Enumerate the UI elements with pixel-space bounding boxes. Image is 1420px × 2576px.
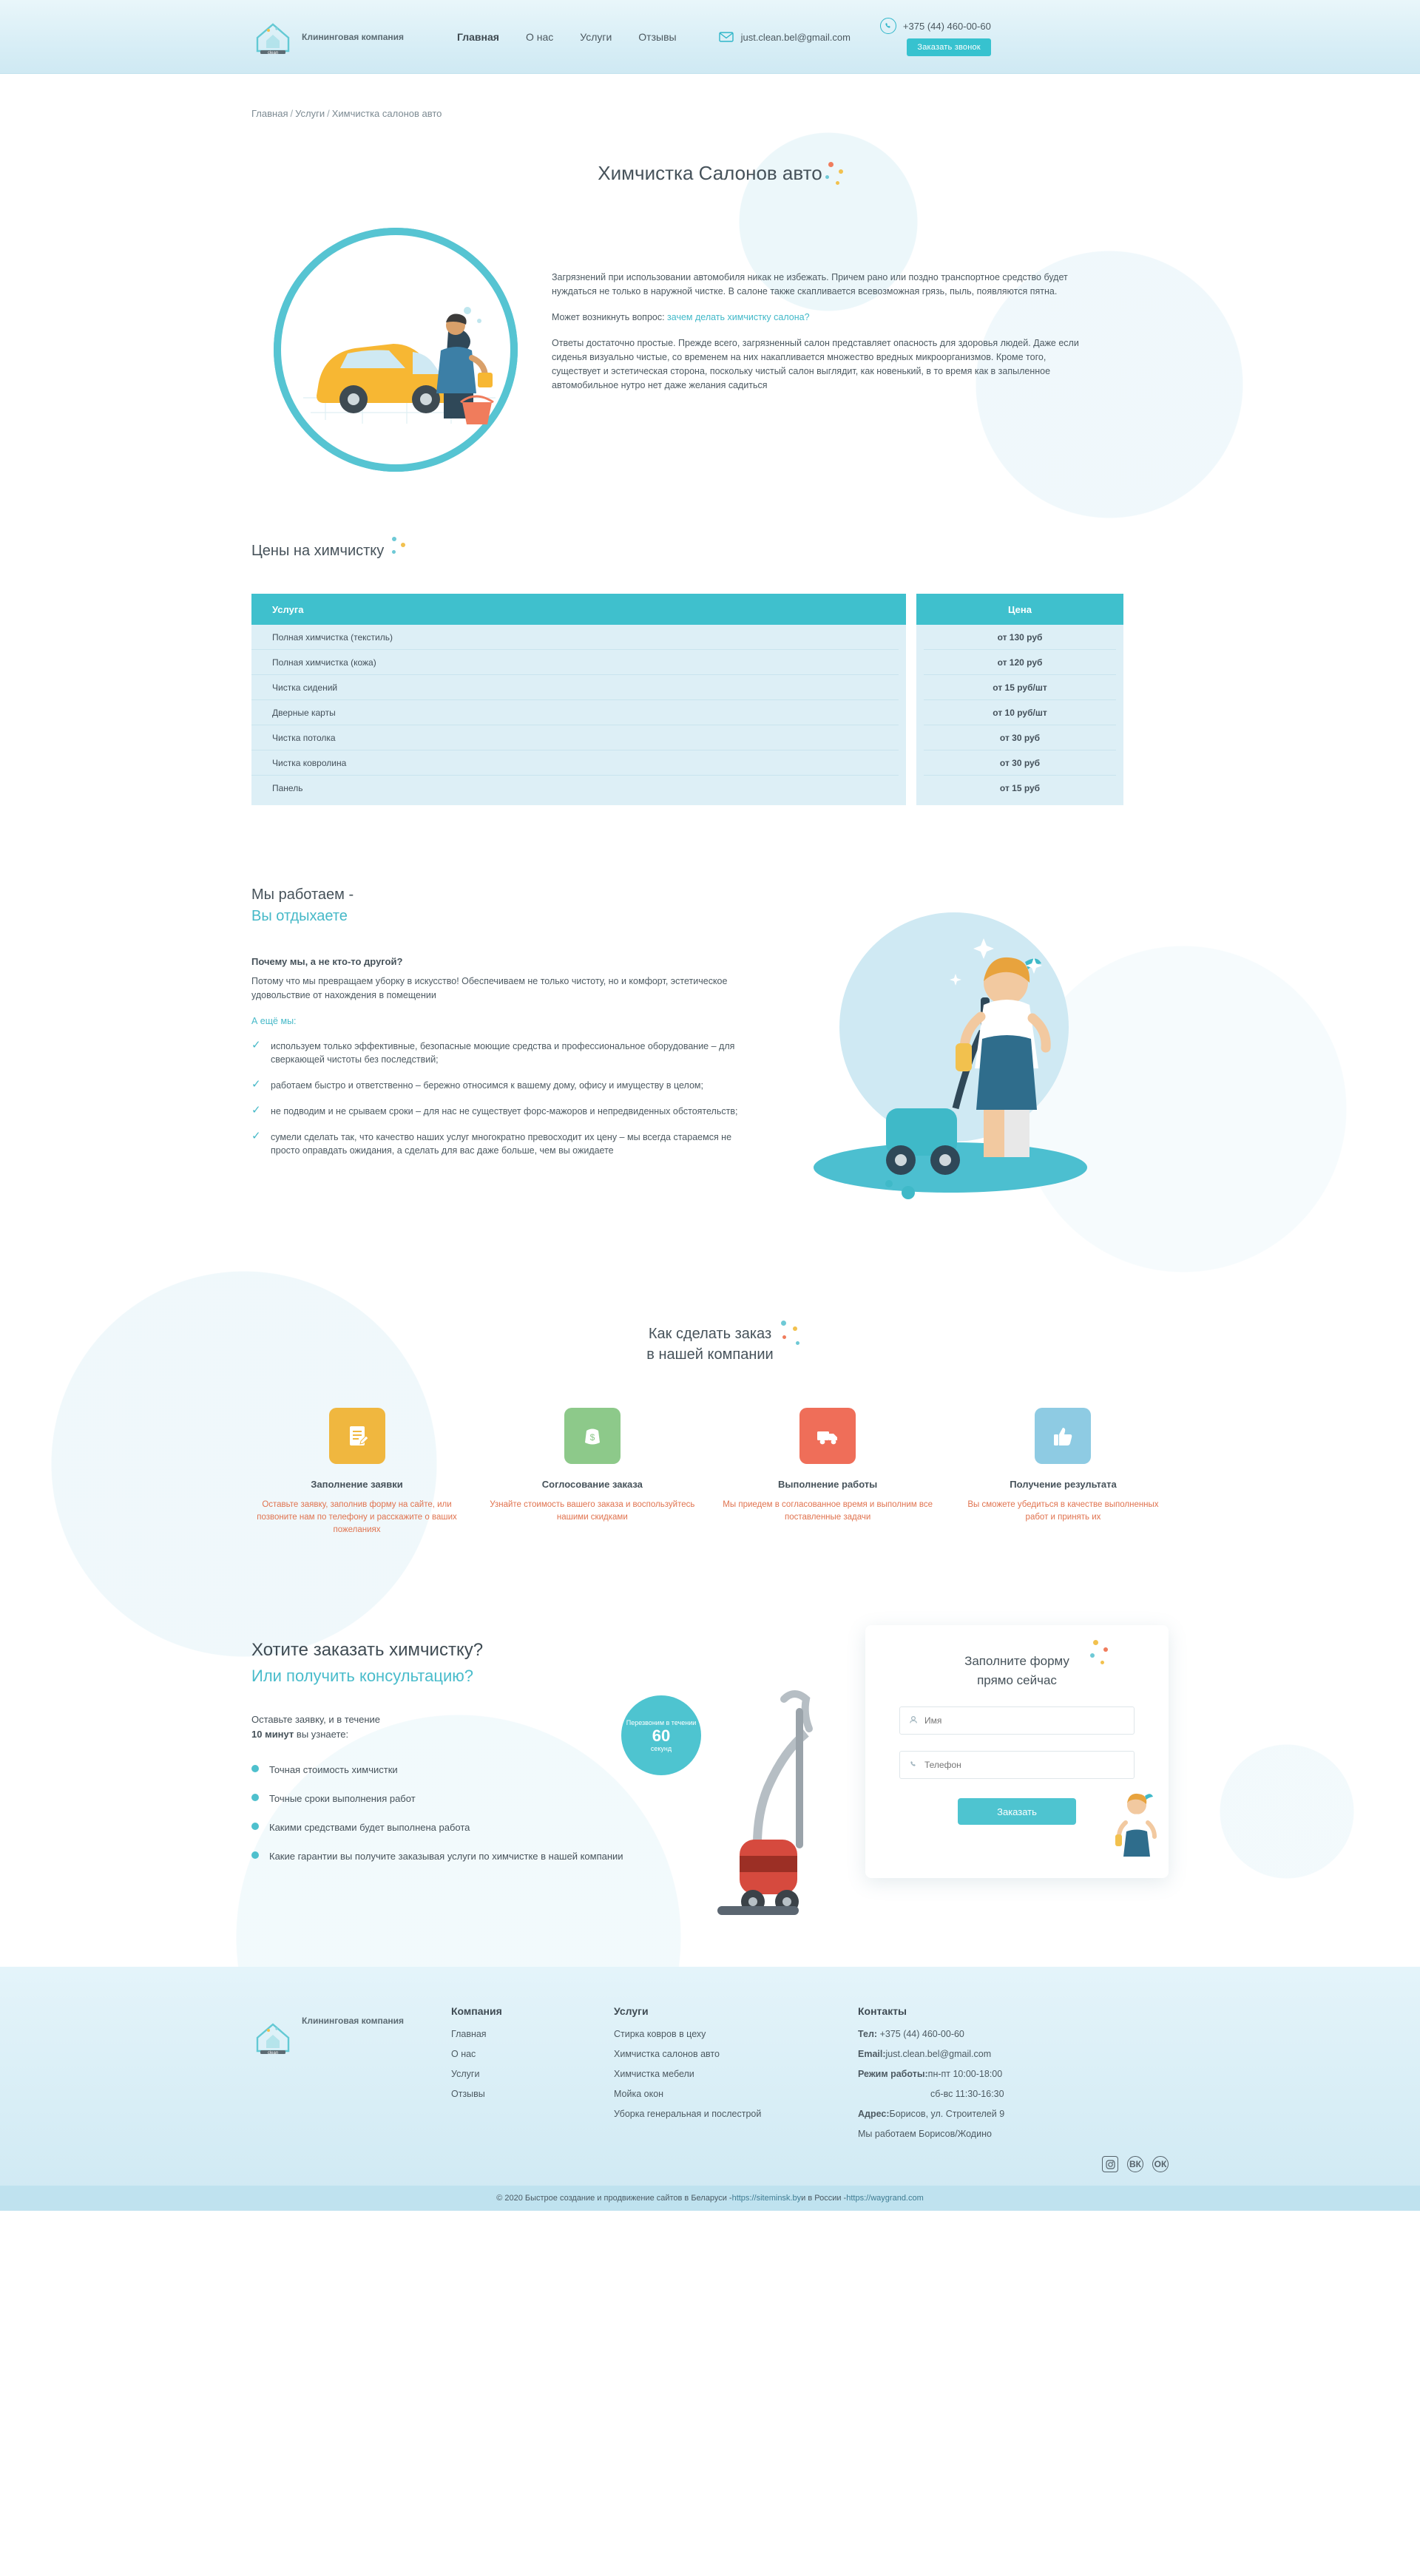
list-item-text: Какими средствами будет выполнена работа (269, 1822, 470, 1833)
check-icon: ✓ (251, 1078, 261, 1091)
step-item (958, 1408, 1169, 1536)
order-benefits-list (251, 1763, 769, 1863)
footer-hours-weekday: пн-пт 10:00-18:00 (927, 2069, 1003, 2079)
advantages-title-2: Вы отдыхаете (251, 908, 348, 924)
list-item-text: работаем быстро и ответственно – бережно относимся к вашему дому, офису и имуществу в целом; (271, 1080, 704, 1091)
step-desc: Узнайте стоимость вашего заказа и воспользуйтесь нашими скидками (490, 1500, 695, 1522)
header-email[interactable] (718, 29, 851, 45)
name-input[interactable] (924, 1715, 1125, 1726)
bullet-dot-icon (251, 1765, 259, 1772)
nav-item-reviews[interactable]: Отзывы (638, 31, 677, 43)
svg-text:clean: clean (267, 51, 279, 55)
footer-phone-label: Тел: (858, 2029, 878, 2039)
steps-title (646, 1323, 773, 1365)
step-name: Соглосование заказа (541, 1479, 643, 1490)
bullet-dot-icon (251, 1851, 259, 1859)
vacuum-illustration (695, 1670, 888, 1936)
check-icon: ✓ (251, 1039, 261, 1051)
breadcrumb-sep: / (327, 108, 330, 119)
intro-text (552, 228, 1084, 404)
list-item (251, 1763, 769, 1777)
step-item (487, 1408, 697, 1536)
dots-decoration (774, 1319, 818, 1356)
user-icon (909, 1715, 918, 1726)
steps-title-line2: в нашей компании (646, 1346, 774, 1363)
price-header-price: Цена (916, 594, 1123, 625)
order-title-1: Хотите заказать химчистку? (251, 1640, 484, 1660)
step-item (723, 1408, 933, 1536)
footer-service-windows[interactable]: Мойка окон (614, 2089, 664, 2099)
order-section (251, 1625, 1169, 1878)
instagram-icon[interactable] (1102, 2156, 1118, 2172)
footer-address (858, 2109, 1169, 2119)
logo-title: Клининговая компания (302, 32, 405, 42)
order-sub-line1: Оставьте заявку, и в течение (251, 1714, 381, 1725)
logo-icon (251, 2016, 294, 2058)
step-name: Выполнение работы (778, 1479, 878, 1490)
footer-address-label: Адрес: (858, 2109, 890, 2119)
list-item-text: сумели сделать так, что качество наших услуг многократно превосходит их цену – мы всегда стараемся не просто оправдать ожидания, а сделать для вас даже больше, чем вы ожидаете (271, 1132, 732, 1156)
table-row: Дверные карты (251, 700, 899, 725)
intro-question-link[interactable]: зачем делать химчистку салона? (667, 312, 810, 322)
list-item (251, 1040, 762, 1066)
breadcrumb (251, 74, 1169, 119)
step-desc: Вы сможете убедиться в качестве выполненных работ и принять их (967, 1500, 1159, 1522)
table-row: Чистка ковролина (251, 750, 899, 776)
footer-service-carpets[interactable]: Стирка ковров в цеху (614, 2029, 706, 2039)
footer-services-column (614, 2005, 858, 2149)
step-name: Заполнение заявки (311, 1479, 403, 1490)
logo-icon (251, 16, 294, 58)
footer-service-general[interactable]: Уборка генеральная и послестрой (614, 2109, 762, 2119)
logo[interactable] (251, 16, 444, 58)
header-phone-text: +375 (44) 460-00-60 (902, 20, 991, 32)
whatsapp-icon (880, 18, 896, 34)
breadcrumb-item-home[interactable]: Главная (251, 108, 288, 119)
footer-email[interactable] (858, 2049, 1169, 2059)
footer-link-services[interactable]: Услуги (451, 2069, 480, 2079)
table-cell-price: от 120 руб (924, 650, 1116, 675)
form-title-line2: прямо сейчас (977, 1673, 1057, 1687)
footer-work-area: Мы работаем Борисов/Жодино (858, 2129, 992, 2139)
intro-paragraph-1: Загрязнений при использовании автомобиля никак не избежать. Причем рано или поздно транспортное средство будет нуждаться не только в наружной чистке. В салоне также скапливается всевозможная грязь, пыль, появляются пятна. (552, 272, 1068, 296)
car-cleaning-illustration (274, 228, 518, 472)
name-field[interactable] (899, 1706, 1135, 1735)
advantages-list (251, 1040, 762, 1157)
advantages-question: Почему мы, а не кто-то другой? (251, 956, 403, 967)
header-email-text: just.clean.bel@gmail.com (740, 31, 851, 43)
footer-column-title: Контакты (858, 2005, 907, 2017)
badge-line3: секунд (650, 1745, 672, 1752)
step-desc: Оставьте заявку, заполнив форму на сайте, или позвоните нам по телефону и расскажите о ваших пожеланиях (257, 1500, 457, 1534)
svg-text:clean: clean (267, 2051, 279, 2055)
footer-hours (858, 2069, 1169, 2079)
phone-icon (909, 1760, 918, 1771)
footer-column-title: Компания (451, 2005, 502, 2017)
list-item (251, 1105, 762, 1118)
advantages-more-label: А ещё мы: (251, 1016, 297, 1026)
table-cell-price: от 30 руб (924, 725, 1116, 750)
footer-link-about[interactable]: О нас (451, 2049, 476, 2059)
page-title: Химчистка Салонов авто (598, 162, 822, 184)
advantages-section (251, 887, 1169, 1230)
advantages-title-1: Мы работаем - (251, 887, 354, 903)
header-phone-block (880, 18, 991, 56)
copyright-mid: и в России - (801, 2194, 847, 2203)
nav-item-home[interactable]: Главная (457, 31, 499, 43)
footer-phone[interactable] (858, 2029, 1169, 2039)
order-title-2: Или получить консультацию? (251, 1667, 473, 1685)
table-row: Чистка сидений (251, 675, 899, 700)
bullet-dot-icon (251, 1823, 259, 1830)
header-phone[interactable] (880, 18, 991, 34)
prices-section (251, 543, 1169, 805)
table-cell-price: от 30 руб (924, 750, 1116, 776)
list-item-text: Точные сроки выполнения работ (269, 1793, 416, 1804)
footer-address-value: Борисов, ул. Строителей 9 (889, 2109, 1005, 2119)
order-sub-bold: 10 минут (251, 1729, 294, 1740)
cleaner-illustration (762, 887, 1146, 1230)
main-nav[interactable] (457, 31, 677, 43)
svg-text:$: $ (589, 1432, 595, 1443)
site-footer (0, 1967, 1420, 2211)
breadcrumb-item-services[interactable]: Услуги (295, 108, 325, 119)
form-icon (329, 1408, 385, 1464)
steps-grid (251, 1408, 1169, 1536)
breadcrumb-item-current: Химчистка салонов авто (331, 108, 442, 119)
maid-illustration (1111, 1790, 1163, 1865)
table-row: Полная химчистка (текстиль) (251, 625, 899, 650)
step-name: Получение результата (1010, 1479, 1117, 1490)
check-icon: ✓ (251, 1104, 261, 1116)
list-item (251, 1131, 762, 1157)
site-header (0, 0, 1420, 74)
phone-field[interactable] (899, 1751, 1135, 1779)
order-sub-line2: вы узнаете: (294, 1729, 349, 1740)
step-desc: Мы приедем в согласованное время и выполним все поставленные задачи (723, 1500, 933, 1522)
social-links (251, 2156, 1169, 2172)
phone-input[interactable] (924, 1760, 1125, 1770)
intro-question-line (552, 311, 1084, 325)
mail-icon (718, 29, 734, 45)
footer-link-home[interactable]: Главная (451, 2029, 487, 2039)
footer-logo-title: Клининговая компания (302, 2016, 405, 2026)
dots-decoration (819, 159, 864, 196)
vk-icon[interactable]: ВК (1127, 2156, 1143, 2172)
check-icon: ✓ (251, 1130, 261, 1142)
footer-hours-weekend: сб-вс 11:30-16:30 (930, 2089, 1004, 2099)
table-cell-price: от 130 руб (924, 625, 1116, 650)
dots-decoration (388, 543, 417, 557)
footer-service-furniture[interactable]: Химчистка мебели (614, 2069, 694, 2079)
list-item (251, 1079, 762, 1092)
callback-button[interactable]: Заказать звонок (907, 38, 990, 56)
intro-question-prefix: Может возникнуть вопрос: (552, 312, 668, 322)
price-table (251, 594, 1169, 805)
breadcrumb-sep: / (290, 108, 294, 119)
footer-column-title: Услуги (614, 2005, 649, 2017)
intro-paragraph-2: Ответы достаточно простые. Прежде всего, загрязненный салон представляет опасность для здоровья людей. Даже если сиденья визуально чистые, со временем на них накапливается множество вредных микроорганизмов. Кроме того, существует и эстетическая сторона, поскольку чистый салон выглядит, как новенький, в то время как в запыленное автомобильное нутро нет даже желания садиться (552, 338, 1079, 390)
table-row: Панель (272, 783, 303, 793)
table-row: Чистка потолка (251, 725, 899, 750)
steps-title-line1: Как сделать заказ (648, 1326, 772, 1342)
footer-logo[interactable] (251, 2005, 451, 2149)
intro-section (251, 228, 1169, 472)
list-item-text: Точная стоимость химчистки (269, 1764, 398, 1775)
footer-contacts-column (858, 2005, 1169, 2149)
prices-title: Цены на химчистку (251, 543, 385, 559)
copyright-link-siteminsk[interactable]: https://siteminsk.by (731, 2194, 802, 2203)
page-title-row (251, 162, 1169, 185)
list-item (251, 1820, 769, 1834)
footer-link-reviews[interactable]: Отзывы (451, 2089, 485, 2099)
table-cell-price: от 15 руб/шт (924, 675, 1116, 700)
truck-icon (799, 1408, 856, 1464)
price-header-service: Услуга (251, 594, 906, 625)
table-cell-price: от 10 руб/шт (924, 700, 1116, 725)
footer-phone-value: +375 (44) 460-00-60 (879, 2029, 964, 2039)
copyright-link-waygrand[interactable]: https://waygrand.com (846, 2194, 924, 2203)
list-item-text: Какие гарантии вы получите заказывая услуги по химчистке в нашей компании (269, 1851, 623, 1862)
copyright-prefix: © 2020 Быстрое создание и продвижение сайтов в Беларуси - (496, 2194, 732, 2203)
table-cell-price: от 15 руб (999, 783, 1041, 793)
list-item (251, 1849, 769, 1863)
footer-email-label: Email: (858, 2049, 886, 2059)
submit-order-button[interactable]: Заказать (958, 1798, 1076, 1825)
footer-service-car-interior[interactable]: Химчистка салонов авто (614, 2049, 720, 2059)
step-item (251, 1408, 462, 1536)
list-item-text: используем только эффективные, безопасные моющие средства и профессиональное оборудование – для сверкающей чистоты без последствий; (271, 1041, 735, 1065)
money-icon (564, 1408, 621, 1464)
list-item (251, 1792, 769, 1806)
advantages-paragraph: Потому что мы превращаем уборку в искусство! Обеспечиваем не только чистоту, но и комфорт, эстетическое удовольствие от нахождения в помещении (251, 976, 728, 1000)
footer-hours-label: Режим работы: (858, 2069, 928, 2079)
ok-icon[interactable]: ОК (1152, 2156, 1169, 2172)
badge-line1: Перезвоним в течении (626, 1719, 697, 1726)
form-title-line1: Заполните форму (964, 1654, 1069, 1668)
nav-item-about[interactable]: О нас (525, 31, 554, 43)
badge-number: 60 (652, 1726, 671, 1745)
nav-item-services[interactable]: Услуги (580, 31, 612, 43)
bullet-dot-icon (251, 1794, 259, 1801)
callback-badge (621, 1695, 701, 1775)
order-steps-section (251, 1323, 1169, 1536)
list-item-text: не подводим и не срываем сроки – для нас не существует форс-мажоров и непредвиденных обстоятельств; (271, 1106, 738, 1116)
price-table-services (251, 594, 906, 805)
order-form (865, 1625, 1169, 1878)
footer-email-value: just.clean.bel@gmail.com (885, 2049, 992, 2059)
copyright-bar (0, 2186, 1420, 2211)
price-table-prices (916, 594, 1123, 805)
dots-decoration (1086, 1640, 1130, 1677)
footer-company-column (451, 2005, 614, 2149)
thumbs-up-icon (1035, 1408, 1091, 1464)
table-row: Полная химчистка (кожа) (251, 650, 899, 675)
